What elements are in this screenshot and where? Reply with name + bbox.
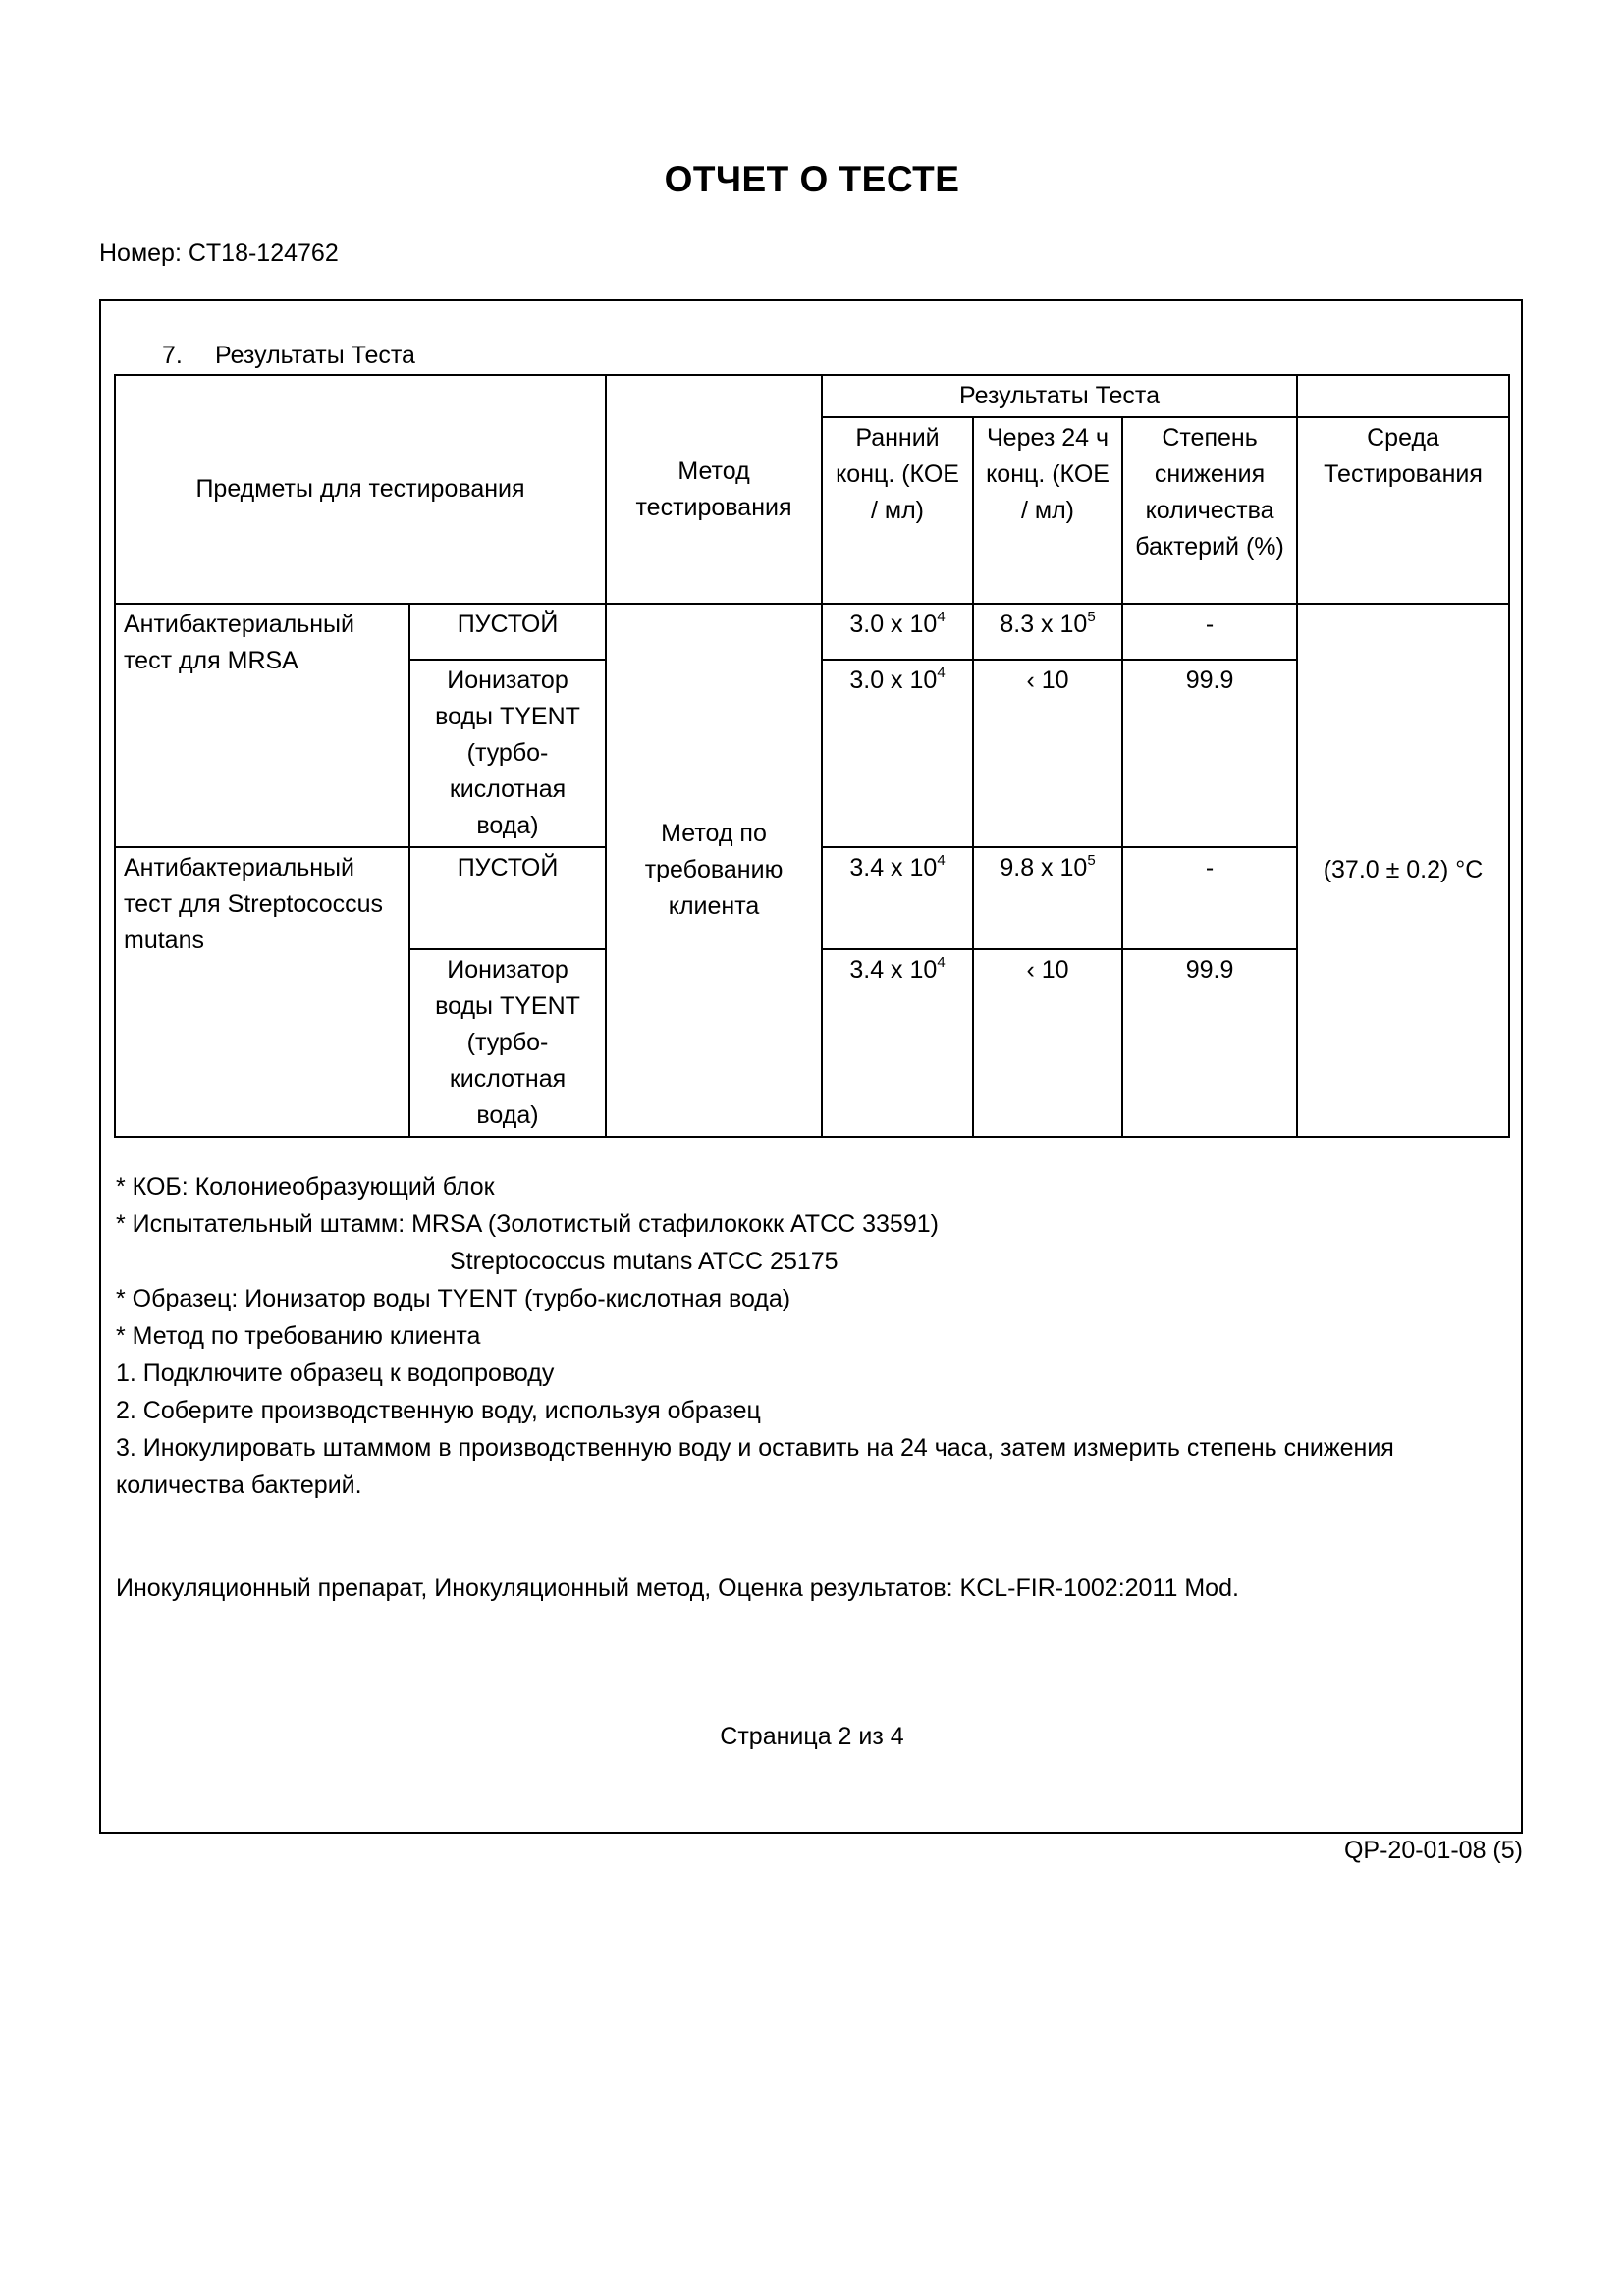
note-step-3: 3. Инокулировать штаммом в производственную воду и оставить на 24 часа, затем измерить степень снижения количества бактерий. [116, 1434, 1394, 1499]
report-number: Номер: CT18-124762 [99, 240, 339, 267]
page-number: Страница 2 из 4 [720, 1723, 904, 1750]
initial-conc-cell [822, 660, 973, 847]
header-reduction: Степень снижения количества бактерий (%) [1122, 417, 1297, 604]
mantissa: 3.4 x 10 [849, 956, 938, 984]
mantissa: 3.0 x 10 [849, 611, 938, 638]
header-empty [1297, 375, 1509, 417]
sample-cell: ПУСТОЙ [409, 847, 606, 949]
exponent: 4 [937, 852, 946, 869]
reduction-cell: 99.9 [1122, 660, 1297, 847]
exponent: 5 [1087, 852, 1096, 869]
method-reference: Инокуляционный препарат, Инокуляционный метод, Оценка результатов: KCL-FIR-1002:2011 Mod. [116, 1575, 1239, 1602]
sample-cell: ПУСТОЙ [409, 604, 606, 660]
form-code: QP-20-01-08 (5) [1343, 1837, 1523, 1864]
method-cell: Метод по требованию клиента [606, 604, 822, 1137]
sample-cell: Ионизатор воды TYENT (турбо-кислотная вода) [409, 949, 606, 1137]
exponent: 4 [937, 665, 946, 681]
initial-conc-cell [822, 847, 973, 949]
initial-conc-cell [822, 949, 973, 1137]
after-conc-cell: ‹ 10 [973, 949, 1122, 1137]
mantissa: 9.8 x 10 [1000, 854, 1088, 881]
note-sample: * Образец: Ионизатор воды TYENT (турбо-кислотная вода) [116, 1285, 791, 1312]
header-environment: Среда Тестирования [1297, 417, 1509, 604]
notes-block [116, 1168, 1500, 1504]
note-method-title: * Метод по требованию клиента [116, 1322, 481, 1350]
exponent: 4 [937, 609, 946, 625]
table-header-row [115, 375, 1509, 417]
note-cfu: * КОБ: Колониеобразующий блок [116, 1173, 495, 1201]
note-strain-2: Streptococcus mutans ATCC 25175 [450, 1248, 839, 1275]
group-name-mrsa: Антибактериальный тест для MRSA [115, 604, 409, 847]
reduction-cell: - [1122, 604, 1297, 660]
document-title: ОТЧЕТ О ТЕСТЕ [664, 159, 960, 199]
after-conc-cell [973, 604, 1122, 660]
mantissa: 3.4 x 10 [849, 854, 938, 881]
exponent: 4 [937, 954, 946, 971]
header-initial-conc: Ранний конц. (КОЕ / мл) [822, 417, 973, 604]
section-heading [162, 342, 415, 370]
note-step-2: 2. Соберите производственную воду, используя образец [116, 1397, 761, 1424]
after-conc-cell: ‹ 10 [973, 660, 1122, 847]
reduction-cell: - [1122, 847, 1297, 949]
section-title: Результаты Теста [215, 342, 415, 369]
group-name-streptococcus: Антибактериальный тест для Streptococcus mutans [115, 847, 409, 1137]
section-number: 7. [162, 342, 183, 369]
reduction-cell: 99.9 [1122, 949, 1297, 1137]
initial-conc-cell [822, 604, 973, 660]
exponent: 5 [1087, 609, 1096, 625]
header-after-24h-conc: Через 24 ч конц. (КОЕ / мл) [973, 417, 1122, 604]
sample-cell: Ионизатор воды TYENT (турбо-кислотная вода) [409, 660, 606, 847]
note-step-1: 1. Подключите образец к водопроводу [116, 1360, 555, 1387]
environment-cell: (37.0 ± 0.2) °C [1297, 604, 1509, 1137]
header-results-group: Результаты Теста [822, 375, 1297, 417]
table-row [115, 604, 1509, 660]
results-table [114, 374, 1510, 1138]
after-conc-cell [973, 847, 1122, 949]
note-strain-1: * Испытательный штамм: MRSA (Золотистый стафилококк ATCC 33591) [116, 1210, 939, 1238]
header-method: Метод тестирования [606, 375, 822, 604]
mantissa: 3.0 x 10 [849, 667, 938, 694]
mantissa: 8.3 x 10 [1000, 611, 1088, 638]
header-items: Предметы для тестирования [115, 375, 606, 604]
